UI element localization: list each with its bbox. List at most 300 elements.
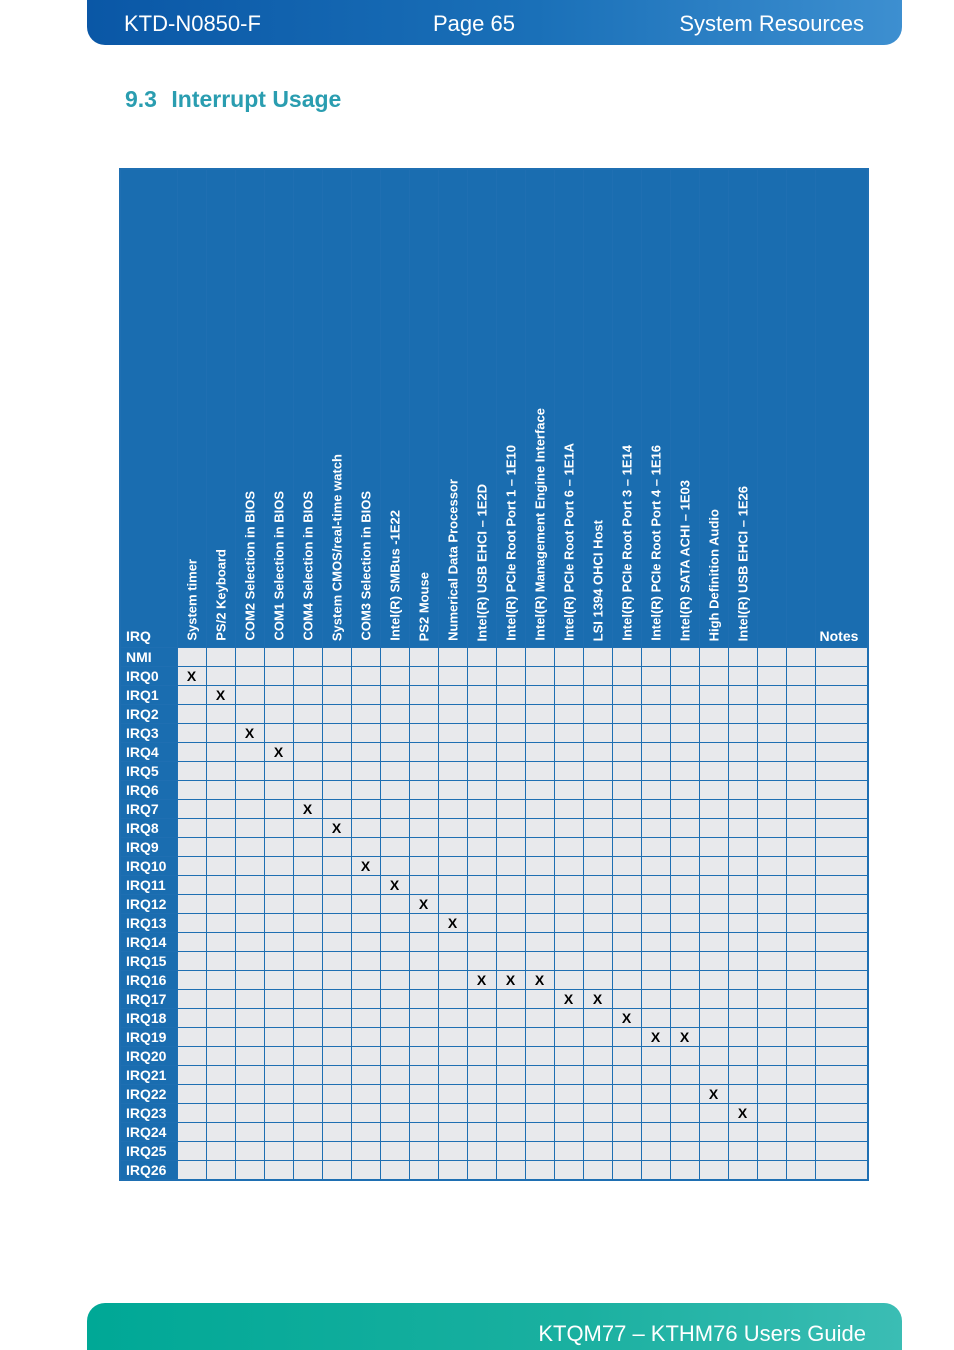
table-cell — [583, 705, 612, 724]
irq-label: IRQ0 — [120, 667, 177, 686]
table-cell — [525, 990, 554, 1009]
table-cell — [206, 1161, 235, 1181]
table-row — [120, 971, 868, 990]
table-cell — [554, 1066, 583, 1085]
table-cell — [235, 705, 264, 724]
table-row — [120, 1028, 868, 1047]
table-cell — [583, 1028, 612, 1047]
table-cell — [177, 857, 206, 876]
notes-cell — [815, 971, 868, 990]
notes-cell — [815, 1104, 868, 1123]
irq-label: NMI — [120, 648, 177, 667]
table-cell — [351, 819, 380, 838]
table-cell — [525, 1047, 554, 1066]
table-cell — [380, 781, 409, 800]
table-cell — [786, 743, 815, 762]
table-cell — [264, 1104, 293, 1123]
table-cell — [641, 1104, 670, 1123]
table-cell — [409, 971, 438, 990]
table-cell — [786, 1009, 815, 1028]
irq-label: IRQ24 — [120, 1123, 177, 1142]
usage-mark: X — [206, 686, 235, 705]
table-cell — [757, 933, 786, 952]
notes-cell — [815, 876, 868, 895]
table-cell — [641, 1009, 670, 1028]
table-cell — [409, 762, 438, 781]
table-cell — [583, 1066, 612, 1085]
table-cell — [525, 1161, 554, 1181]
table-cell — [757, 667, 786, 686]
table-cell — [728, 762, 757, 781]
table-cell — [612, 857, 641, 876]
table-cell — [525, 648, 554, 667]
table-cell — [786, 990, 815, 1009]
table-cell — [409, 1028, 438, 1047]
irq-label: IRQ23 — [120, 1104, 177, 1123]
irq-label: IRQ4 — [120, 743, 177, 762]
table-cell — [583, 781, 612, 800]
table-cell — [641, 743, 670, 762]
table-cell — [380, 990, 409, 1009]
table-cell — [525, 1066, 554, 1085]
table-cell — [525, 781, 554, 800]
table-cell — [351, 762, 380, 781]
table-cell — [380, 705, 409, 724]
table-cell — [641, 933, 670, 952]
table-cell — [322, 705, 351, 724]
irq-label: IRQ16 — [120, 971, 177, 990]
table-cell — [757, 686, 786, 705]
table-cell — [322, 876, 351, 895]
table-cell — [235, 838, 264, 857]
table-cell — [264, 1161, 293, 1181]
table-cell — [438, 724, 467, 743]
column-header-label: Intel(R) SMBus -1E22 — [387, 510, 402, 641]
table-cell — [351, 1104, 380, 1123]
irq-label: IRQ22 — [120, 1085, 177, 1104]
table-cell — [409, 914, 438, 933]
table-cell — [351, 1066, 380, 1085]
table-cell — [177, 838, 206, 857]
table-cell — [670, 1161, 699, 1181]
table-cell — [235, 686, 264, 705]
table-cell — [583, 952, 612, 971]
table-cell — [177, 1104, 206, 1123]
table-row — [120, 895, 868, 914]
table-cell — [670, 1066, 699, 1085]
table-cell — [670, 800, 699, 819]
table-cell — [264, 952, 293, 971]
table-cell — [699, 857, 728, 876]
table-cell — [467, 819, 496, 838]
table-cell — [438, 1066, 467, 1085]
usage-mark: X — [351, 857, 380, 876]
table-cell — [467, 933, 496, 952]
notes-cell — [815, 1047, 868, 1066]
table-cell — [467, 876, 496, 895]
table-cell — [641, 838, 670, 857]
table-cell — [264, 1085, 293, 1104]
table-cell — [670, 1123, 699, 1142]
table-cell — [235, 1085, 264, 1104]
table-cell — [322, 1009, 351, 1028]
table-cell — [264, 800, 293, 819]
table-cell — [583, 1047, 612, 1066]
table-cell — [380, 1085, 409, 1104]
table-cell — [467, 648, 496, 667]
table-cell — [699, 914, 728, 933]
table-cell — [699, 1142, 728, 1161]
table-cell — [409, 876, 438, 895]
table-cell — [525, 952, 554, 971]
table-cell — [612, 648, 641, 667]
table-cell — [438, 1009, 467, 1028]
column-header-label: COM3 Selection in BIOS — [358, 491, 373, 641]
table-cell — [786, 933, 815, 952]
table-cell — [206, 1066, 235, 1085]
table-cell — [583, 1123, 612, 1142]
table-cell — [438, 990, 467, 1009]
table-cell — [525, 914, 554, 933]
table-cell — [670, 1047, 699, 1066]
table-cell — [554, 686, 583, 705]
notes-cell — [815, 952, 868, 971]
table-cell — [496, 686, 525, 705]
table-cell — [264, 1123, 293, 1142]
notes-cell — [815, 857, 868, 876]
table-cell — [583, 1104, 612, 1123]
table-cell — [641, 667, 670, 686]
table-cell — [264, 1028, 293, 1047]
notes-cell — [815, 1085, 868, 1104]
table-cell — [235, 933, 264, 952]
notes-cell — [815, 895, 868, 914]
table-cell — [322, 1123, 351, 1142]
table-cell — [293, 781, 322, 800]
table-cell — [235, 819, 264, 838]
table-cell — [235, 1161, 264, 1181]
table-cell — [496, 800, 525, 819]
table-cell — [467, 1085, 496, 1104]
table-cell — [612, 762, 641, 781]
column-header-label: High Definition Audio — [706, 508, 721, 641]
table-cell — [177, 648, 206, 667]
table-cell — [641, 990, 670, 1009]
table-cell — [670, 914, 699, 933]
notes-cell — [815, 990, 868, 1009]
table-cell — [380, 838, 409, 857]
table-cell — [467, 1009, 496, 1028]
table-cell — [206, 819, 235, 838]
usage-mark: X — [583, 990, 612, 1009]
table-cell — [670, 1104, 699, 1123]
table-cell — [641, 762, 670, 781]
table-cell — [235, 743, 264, 762]
table-cell — [380, 686, 409, 705]
table-cell — [728, 705, 757, 724]
table-cell — [438, 667, 467, 686]
table-cell — [264, 990, 293, 1009]
table-row — [120, 857, 868, 876]
table-cell — [786, 648, 815, 667]
table-cell — [757, 971, 786, 990]
table-cell — [525, 705, 554, 724]
irq-label: IRQ17 — [120, 990, 177, 1009]
table-cell — [409, 1047, 438, 1066]
table-cell — [264, 1142, 293, 1161]
table-cell — [496, 876, 525, 895]
table-cell — [177, 990, 206, 1009]
irq-label: IRQ19 — [120, 1028, 177, 1047]
table-cell — [786, 1104, 815, 1123]
irq-label: IRQ13 — [120, 914, 177, 933]
table-cell — [699, 1028, 728, 1047]
page-number: Page 65 — [433, 11, 515, 36]
table-cell — [786, 1161, 815, 1181]
table-cell — [351, 1123, 380, 1142]
usage-mark: X — [525, 971, 554, 990]
table-cell — [206, 648, 235, 667]
column-header-16 — [641, 169, 670, 648]
table-cell — [641, 971, 670, 990]
usage-mark: X — [612, 1009, 641, 1028]
guide-title: KTQM77 – KTHM76 Users Guide — [538, 1321, 866, 1346]
table-cell — [757, 743, 786, 762]
table-cell — [467, 667, 496, 686]
usage-mark: X — [641, 1028, 670, 1047]
table-cell — [177, 952, 206, 971]
table-cell — [699, 990, 728, 1009]
column-header-9 — [438, 169, 467, 648]
irq-column-header: IRQ — [120, 169, 177, 648]
table-cell — [496, 895, 525, 914]
column-header-label: Intel(R) USB EHCI – 1E2D — [474, 483, 489, 641]
table-cell — [293, 990, 322, 1009]
table-cell — [757, 724, 786, 743]
table-cell — [351, 952, 380, 971]
table-cell — [409, 933, 438, 952]
table-cell — [728, 1009, 757, 1028]
table-cell — [467, 743, 496, 762]
table-cell — [293, 667, 322, 686]
table-cell — [264, 819, 293, 838]
usage-mark: X — [409, 895, 438, 914]
table-cell — [612, 1047, 641, 1066]
irq-label: IRQ26 — [120, 1161, 177, 1181]
table-cell — [554, 914, 583, 933]
table-cell — [786, 1085, 815, 1104]
table-cell — [380, 1104, 409, 1123]
column-header-label: Intel(R) PCIe Root Port 1 – 1E10 — [503, 445, 518, 641]
usage-mark: X — [670, 1028, 699, 1047]
table-cell — [177, 819, 206, 838]
column-header-20 — [757, 169, 786, 648]
table-cell — [612, 914, 641, 933]
table-cell — [322, 1028, 351, 1047]
table-cell — [293, 1123, 322, 1142]
table-cell — [351, 914, 380, 933]
table-cell — [641, 800, 670, 819]
table-row — [120, 1123, 868, 1142]
table-cell — [641, 1123, 670, 1142]
table-cell — [728, 648, 757, 667]
table-cell — [235, 667, 264, 686]
usage-mark: X — [293, 800, 322, 819]
table-cell — [409, 990, 438, 1009]
notes-cell — [815, 724, 868, 743]
table-cell — [699, 895, 728, 914]
table-cell — [293, 838, 322, 857]
document-id: KTD-N0850-F — [124, 11, 261, 36]
table-cell — [467, 1142, 496, 1161]
table-cell — [293, 1085, 322, 1104]
table-cell — [786, 971, 815, 990]
table-cell — [554, 1142, 583, 1161]
table-cell — [699, 1047, 728, 1066]
table-cell — [728, 1066, 757, 1085]
column-header-label: PS/2 Keyboard — [213, 549, 228, 641]
table-cell — [641, 781, 670, 800]
table-cell — [177, 1085, 206, 1104]
table-cell — [351, 1047, 380, 1066]
table-row — [120, 1047, 868, 1066]
table-row — [120, 667, 868, 686]
table-cell — [177, 743, 206, 762]
table-cell — [496, 857, 525, 876]
table-cell — [583, 971, 612, 990]
column-header-19 — [728, 169, 757, 648]
table-row — [120, 800, 868, 819]
table-cell — [525, 1085, 554, 1104]
table-cell — [612, 971, 641, 990]
table-cell — [699, 667, 728, 686]
table-cell — [728, 914, 757, 933]
column-header-label: COM4 Selection in BIOS — [300, 491, 315, 641]
table-cell — [728, 838, 757, 857]
table-cell — [612, 952, 641, 971]
table-cell — [786, 667, 815, 686]
table-cell — [322, 781, 351, 800]
column-header-4 — [293, 169, 322, 648]
table-cell — [583, 933, 612, 952]
table-cell — [670, 857, 699, 876]
table-cell — [496, 1047, 525, 1066]
table-cell — [264, 686, 293, 705]
column-header-1 — [206, 169, 235, 648]
table-cell — [757, 876, 786, 895]
table-cell — [496, 933, 525, 952]
table-cell — [380, 1047, 409, 1066]
table-row — [120, 743, 868, 762]
column-header-5 — [322, 169, 351, 648]
table-cell — [409, 724, 438, 743]
table-cell — [351, 1142, 380, 1161]
usage-mark: X — [554, 990, 583, 1009]
table-cell — [641, 895, 670, 914]
table-cell — [612, 781, 641, 800]
irq-label: IRQ8 — [120, 819, 177, 838]
table-cell — [206, 800, 235, 819]
table-cell — [293, 762, 322, 781]
table-cell — [467, 838, 496, 857]
table-cell — [380, 1142, 409, 1161]
table-cell — [351, 724, 380, 743]
table-cell — [293, 1066, 322, 1085]
table-header-row — [120, 169, 868, 648]
table-cell — [467, 686, 496, 705]
column-header-2 — [235, 169, 264, 648]
table-cell — [583, 1085, 612, 1104]
table-cell — [351, 705, 380, 724]
table-cell — [728, 724, 757, 743]
table-cell — [380, 914, 409, 933]
table-cell — [438, 876, 467, 895]
table-cell — [728, 971, 757, 990]
table-cell — [206, 857, 235, 876]
irq-label: IRQ6 — [120, 781, 177, 800]
table-cell — [293, 648, 322, 667]
table-cell — [438, 648, 467, 667]
table-cell — [438, 705, 467, 724]
table-cell — [583, 743, 612, 762]
notes-cell — [815, 686, 868, 705]
section-heading — [125, 86, 341, 113]
table-cell — [757, 952, 786, 971]
table-cell — [467, 781, 496, 800]
table-cell — [583, 667, 612, 686]
table-cell — [409, 952, 438, 971]
table-cell — [496, 952, 525, 971]
column-header-label: LSI 1394 OHCI Host — [590, 519, 605, 641]
table-cell — [177, 686, 206, 705]
table-cell — [554, 1028, 583, 1047]
table-row — [120, 762, 868, 781]
table-cell — [612, 933, 641, 952]
table-cell — [206, 933, 235, 952]
irq-label: IRQ3 — [120, 724, 177, 743]
table-cell — [235, 1009, 264, 1028]
table-cell — [699, 743, 728, 762]
table-cell — [641, 724, 670, 743]
usage-mark: X — [699, 1085, 728, 1104]
table-cell — [699, 819, 728, 838]
table-cell — [177, 876, 206, 895]
table-cell — [409, 1009, 438, 1028]
table-cell — [728, 1142, 757, 1161]
table-cell — [438, 762, 467, 781]
table-cell — [322, 800, 351, 819]
notes-cell — [815, 819, 868, 838]
column-header-14 — [583, 169, 612, 648]
table-cell — [554, 1085, 583, 1104]
table-cell — [728, 1028, 757, 1047]
table-cell — [583, 876, 612, 895]
table-cell — [583, 800, 612, 819]
table-cell — [670, 648, 699, 667]
table-cell — [264, 781, 293, 800]
table-cell — [670, 743, 699, 762]
table-cell — [786, 1066, 815, 1085]
table-cell — [235, 895, 264, 914]
table-cell — [612, 838, 641, 857]
table-cell — [728, 1161, 757, 1181]
table-cell — [583, 1161, 612, 1181]
table-cell — [322, 971, 351, 990]
table-cell — [380, 724, 409, 743]
table-cell — [583, 724, 612, 743]
notes-cell — [815, 1028, 868, 1047]
table-cell — [380, 648, 409, 667]
